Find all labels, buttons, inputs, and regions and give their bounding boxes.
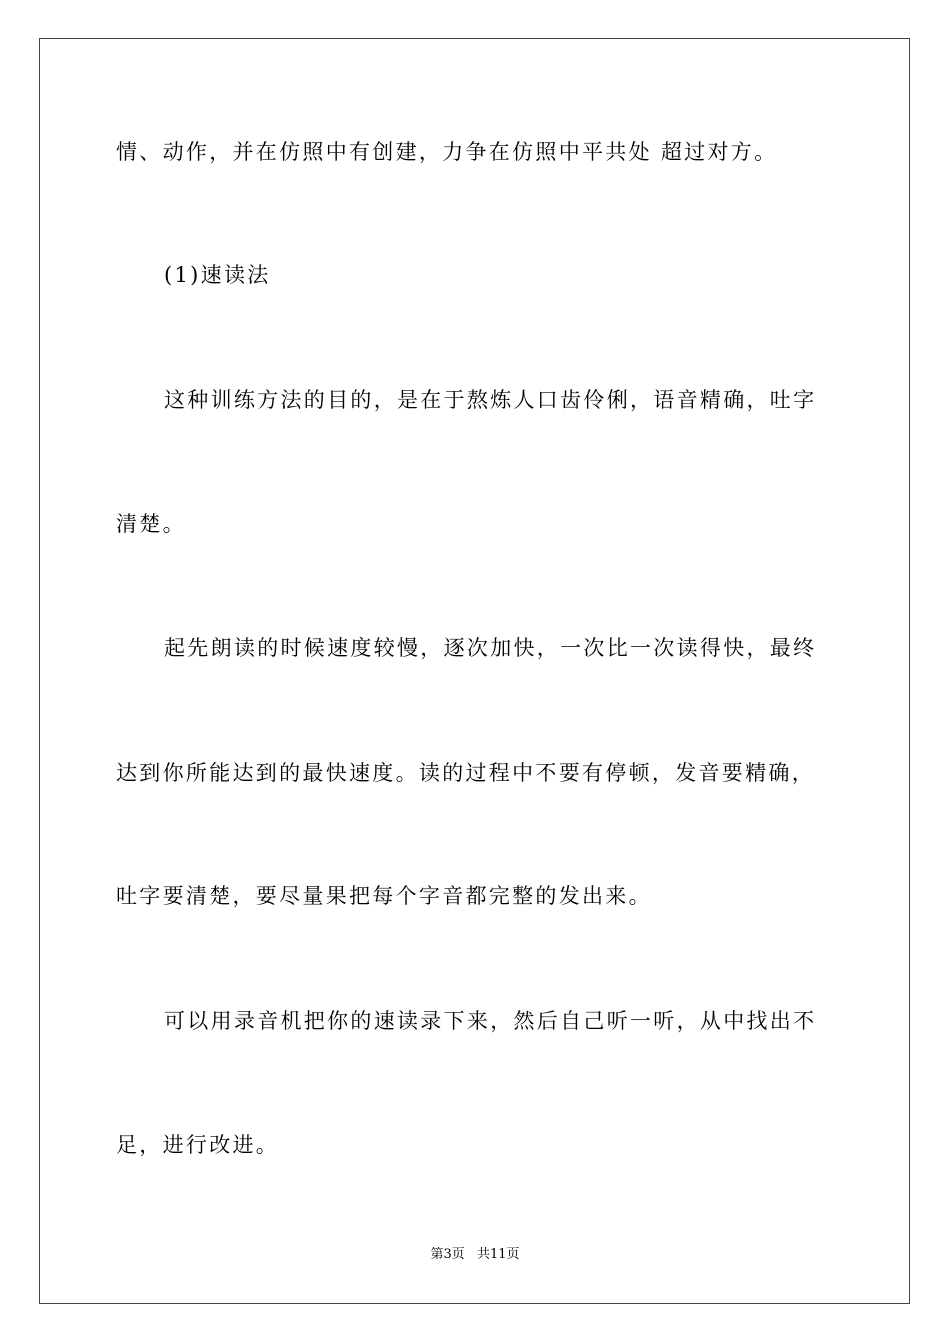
page-frame — [39, 38, 910, 1304]
text-line-7: 吐字要清楚，要尽量果把每个字音都完整的发出来。 — [116, 884, 652, 908]
text-line-4: 清楚。 — [116, 512, 186, 536]
text-line-1: 情、动作，并在仿照中有创建，力争在仿照中平共处 超过对方。 — [116, 140, 778, 164]
text-line-5: 起先朗读的时候速度较慢，逐次加快，一次比一次读得快，最终 — [164, 636, 817, 660]
page-footer — [0, 1246, 950, 1264]
page-total: 共11页 — [476, 1247, 520, 1262]
text-line-8: 可以用录音机把你的速读录下来，然后自己听一听，从中找出不 — [164, 1009, 817, 1033]
text-line-6: 达到你所能达到的最快速度。读的过程中不要有停顿，发音要精确， — [116, 761, 815, 785]
text-line-3: 这种训练方法的目的，是在于熬炼人口齿伶俐，语音精确，吐字 — [164, 388, 817, 412]
text-line-9: 足，进行改进。 — [116, 1133, 280, 1157]
page-number: 第3页 — [430, 1247, 465, 1262]
section-heading: (1)速读法 — [164, 263, 271, 287]
